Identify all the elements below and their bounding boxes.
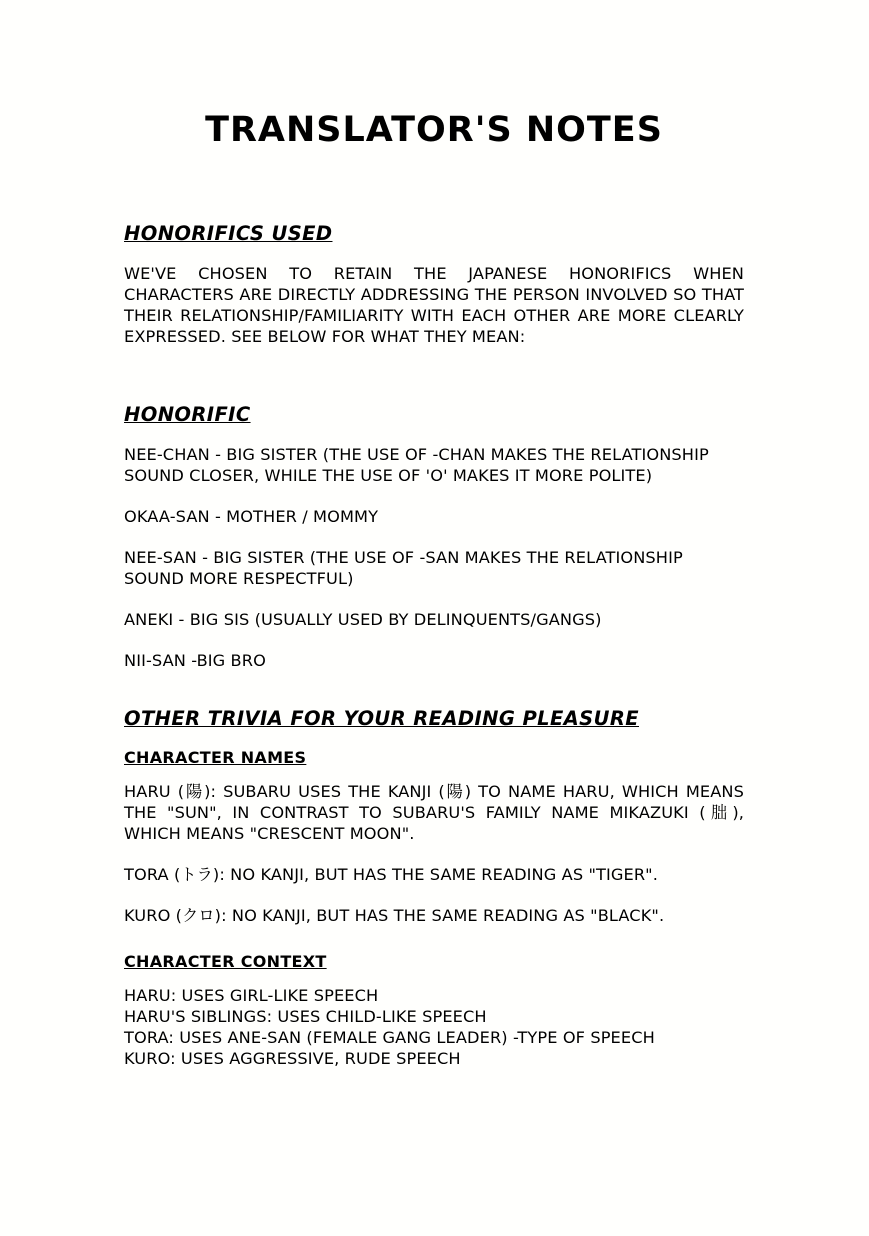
- character-context-line: HARU: USES GIRL-LIKE SPEECH: [124, 986, 379, 1005]
- character-context-line: TORA: USES ANE-SAN (FEMALE GANG LEADER) -TYPE OF SPEECH: [124, 1028, 655, 1047]
- subsection-heading-character-names: CHARACTER NAMES: [124, 748, 307, 767]
- section-heading-other-trivia: OTHER TRIVIA FOR YOUR READING PLEASURE: [124, 707, 639, 730]
- character-context-lines: [124, 985, 744, 1069]
- character-context-line: KURO: USES AGGRESSIVE, RUDE SPEECH: [124, 1049, 461, 1068]
- honorific-entry: NEE-SAN - BIG SISTER (THE USE OF -SAN MAKES THE RELATIONSHIP SOUND MORE RESPECTFUL): [124, 548, 683, 588]
- honorific-entry: ANEKI - BIG SIS (USUALLY USED BY DELINQUENTS/GANGS): [124, 610, 602, 629]
- section-heading-honorifics-used: HONORIFICS USED: [124, 222, 333, 245]
- honorifics-used-paragraph: WE'VE CHOSEN TO RETAIN THE JAPANESE HONORIFICS WHEN CHARACTERS ARE DIRECTLY ADDRESSING THE PERSON INVOLVED SO THAT THEIR RELATIONSHIP/FAMILIARITY WITH EACH OTHER ARE MORE CLEARLY EXPRESSED. SEE BELOW FOR WHAT THEY MEAN:: [124, 264, 744, 346]
- document-content: [124, 110, 744, 1069]
- honorific-entry: OKAA-SAN - MOTHER / MOMMY: [124, 507, 379, 526]
- spacer: [124, 671, 744, 707]
- character-context-line: HARU'S SIBLINGS: USES CHILD-LIKE SPEECH: [124, 1007, 487, 1026]
- character-name-entry: KURO (クロ): NO KANJI, BUT HAS THE SAME READING AS "BLACK".: [124, 906, 665, 925]
- section-heading-honorific: HONORIFIC: [124, 403, 251, 426]
- character-name-entry: HARU (陽): SUBARU USES THE KANJI (陽) TO NAME HARU, WHICH MEANS THE "SUN", IN CONTRAST TO SUBARU'S FAMILY NAME MIKAZUKI (朏), WHICH MEANS "CRESCENT MOON".: [124, 782, 744, 843]
- page-title: TRANSLATOR'S NOTES: [205, 110, 663, 150]
- character-name-entry: TORA (トラ): NO KANJI, BUT HAS THE SAME READING AS "TIGER".: [124, 865, 658, 884]
- honorific-entry: NII-SAN -BIG BRO: [124, 651, 266, 670]
- honorific-entry: NEE-CHAN - BIG SISTER (THE USE OF -CHAN MAKES THE RELATIONSHIP SOUND CLOSER, WHILE THE USE OF 'O' MAKES IT MORE POLITE): [124, 445, 709, 485]
- subsection-heading-character-context: CHARACTER CONTEXT: [124, 952, 327, 971]
- spacer: [124, 367, 744, 403]
